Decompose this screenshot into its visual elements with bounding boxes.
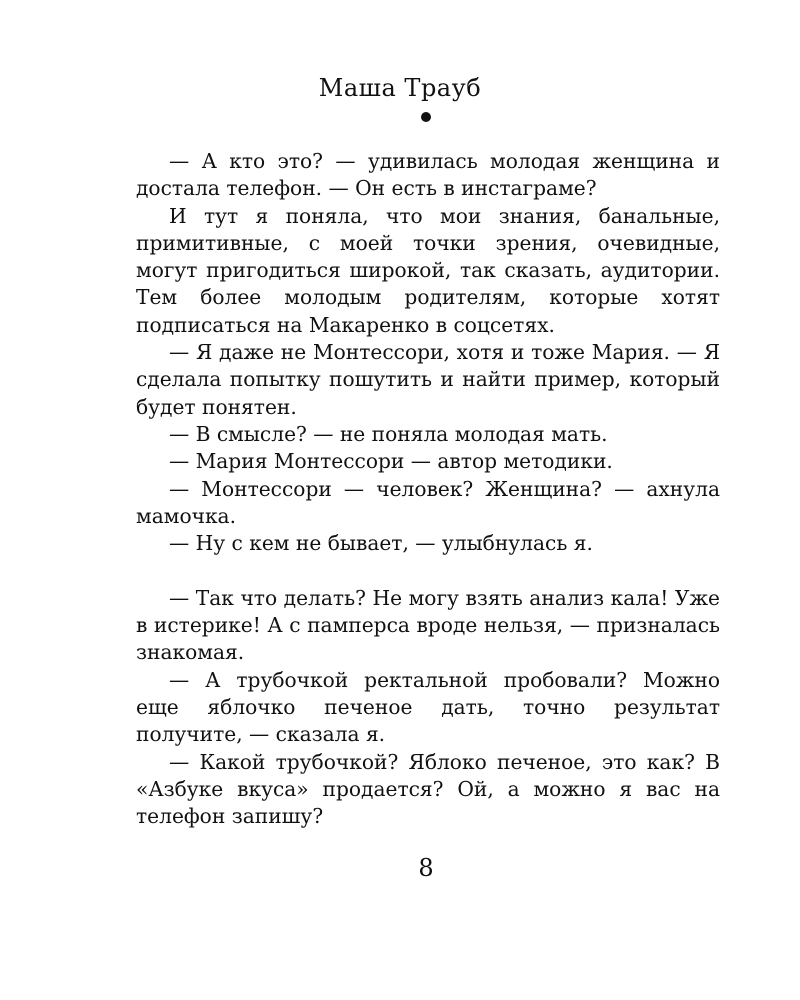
body-text xyxy=(136,148,720,830)
paragraph: — Какой трубочкой? Яблоко печеное, это как? В «Азбуке вкуса» продается? Ой, а можно я вас на телефон запишу? xyxy=(136,749,720,829)
running-header-author: Маша Трауб xyxy=(318,74,482,102)
paragraph: — Так что делать? Не могу взять анализ кала! Уже в истерике! А с памперса вроде нельзя, — призналась знакомая. xyxy=(136,585,720,665)
paragraph: — А трубочкой ректальной пробовали? Можно еще яблочко печеное дать, точно результат получите, — сказала я. xyxy=(136,667,720,747)
section-break xyxy=(136,557,720,584)
page-number: 8 xyxy=(418,854,434,882)
header-bullet-ornament xyxy=(421,112,431,122)
paragraph: — Монтессори — человек? Женщина? — ахнула мамочка. xyxy=(136,476,720,528)
paragraph: И тут я поняла, что мои знания, банальные, примитивные, с моей точки зрения, очевидные, могут пригодиться широкой, так сказать, аудитории. Тем более молодым родителям, которые хотят подписаться на Макаренко в соцсетях. xyxy=(136,203,720,337)
paragraph: — Ну с кем не бывает, — улыбнулась я. xyxy=(169,531,593,556)
paragraph: — В смысле? — не поняла молодая мать. xyxy=(169,421,608,446)
paragraph: — А кто это? — удивилась молодая женщина и достала телефон. — Он есть в инстаграме? xyxy=(136,149,720,201)
paragraph: — Я даже не Монтессори, хотя и тоже Мария. — Я сделала попытку пошутить и найти пример, который будет понятен. xyxy=(136,340,720,419)
paragraph: — Мария Монтессори — автор методики. xyxy=(169,449,613,474)
